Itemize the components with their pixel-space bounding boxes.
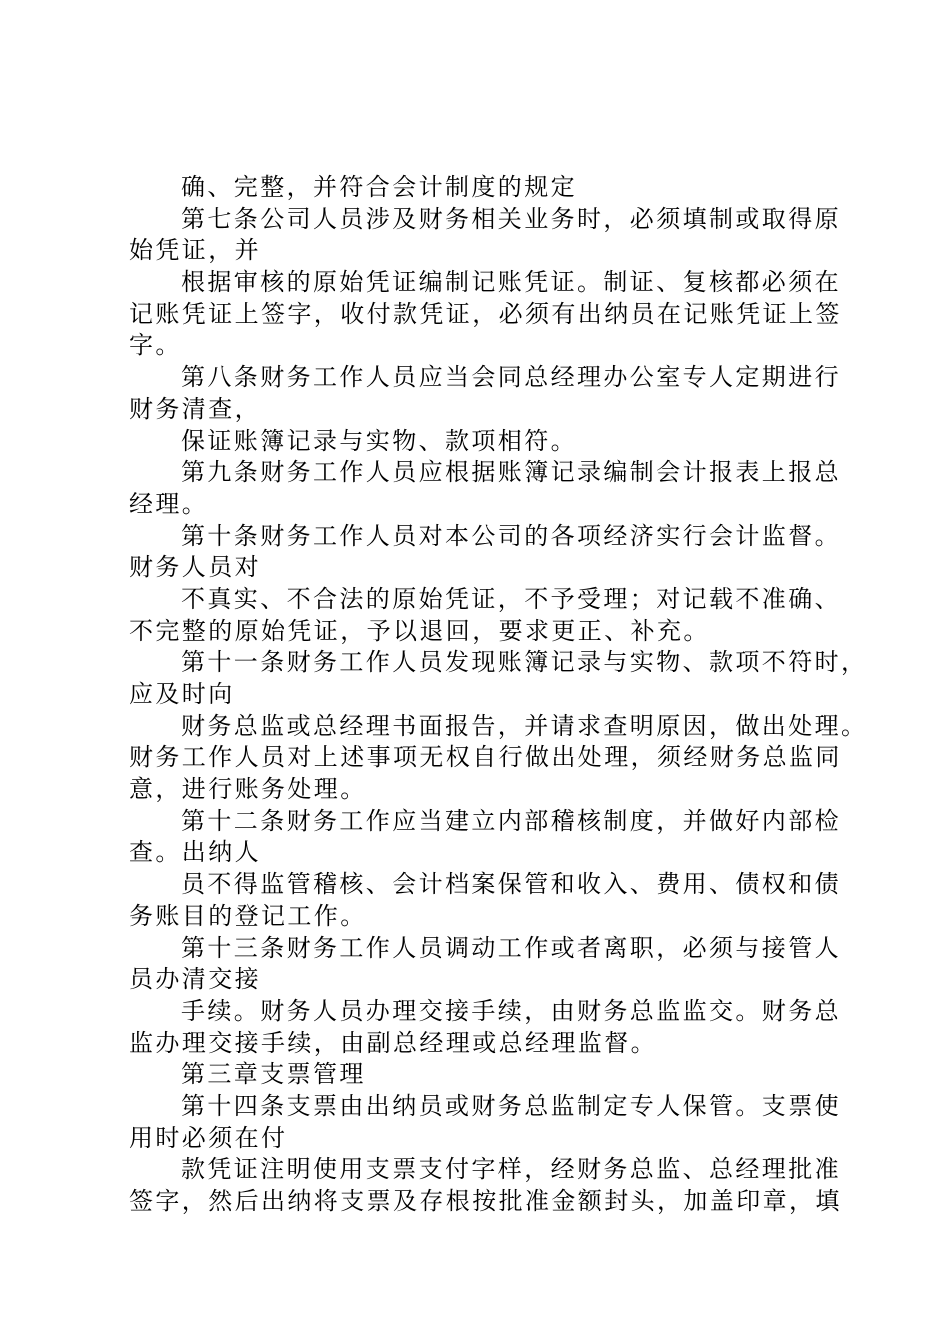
text-line: 第三章支票管理 <box>181 1060 366 1089</box>
text-line: 记账凭证上签字，收付款凭证，必须有出纳员在记账凭证上签 <box>129 299 842 328</box>
text-line: 签字，然后出纳将支票及存根按批准金额封头，加盖印章，填 <box>129 1187 842 1215</box>
text-line: 员办清交接 <box>129 965 261 994</box>
text-line: 确、完整，并符合会计制度的规定 <box>181 173 577 201</box>
text-line: 第十二条财务工作应当建立内部稽核制度，并做好内部检 <box>181 806 841 835</box>
text-line: 第七条公司人员涉及财务相关业务时，必须填制或取得原 <box>181 204 841 233</box>
text-line: 监办理交接手续，由副总经理或总经理监督。 <box>129 1028 657 1057</box>
text-line: 根据审核的原始凭证编制记账凭证。制证、复核都必须在 <box>181 268 841 297</box>
text-line: 用时必须在付 <box>129 1123 288 1152</box>
text-line: 财务总监或总经理书面报告，并请求查明原因，做出处理。 <box>181 711 868 740</box>
text-line: 始凭证，并 <box>129 236 261 265</box>
text-line: 第十条财务工作人员对本公司的各项经济实行会计监督。 <box>181 521 841 550</box>
text-line: 务账目的登记工作。 <box>129 901 367 930</box>
document-body <box>129 172 868 1218</box>
text-line: 查。出纳人 <box>129 838 261 867</box>
text-line: 第八条财务工作人员应当会同总经理办公室专人定期进行 <box>181 363 841 392</box>
text-line: 字。 <box>129 331 182 360</box>
text-line: 应及时向 <box>129 680 235 708</box>
text-line: 财务清查， <box>129 394 261 423</box>
text-line: 第十四条支票由出纳员或财务总监制定专人保管。支票使 <box>181 1091 841 1120</box>
text-line: 经理。 <box>129 489 209 518</box>
text-line: 不真实、不合法的原始凭证，不予受理；对记载不准确、 <box>181 584 841 613</box>
text-line: 保证账簿记录与实物、款项相符。 <box>181 426 577 455</box>
text-line: 员不得监管稽核、会计档案保管和收入、费用、债权和债 <box>181 870 841 899</box>
text-line: 第九条财务工作人员应根据账簿记录编制会计报表上报总 <box>181 458 841 487</box>
text-line: 第十一条财务工作人员发现账簿记录与实物、款项不符时， <box>181 648 868 677</box>
text-line: 财务人员对 <box>129 553 261 582</box>
text-line: 第十三条财务工作人员调动工作或者离职，必须与接管人 <box>181 933 841 962</box>
text-line: 手续。财务人员办理交接手续，由财务总监监交。财务总 <box>181 996 841 1025</box>
text-line: 意，进行账务处理。 <box>129 775 367 804</box>
text-line: 财务工作人员对上述事项无权自行做出处理，须经财务总监同 <box>129 743 842 772</box>
text-line: 款凭证注明使用支票支付字样，经财务总监、总经理批准 <box>181 1155 841 1184</box>
text-line: 不完整的原始凭证，予以退回，要求更正、补充。 <box>129 616 710 645</box>
